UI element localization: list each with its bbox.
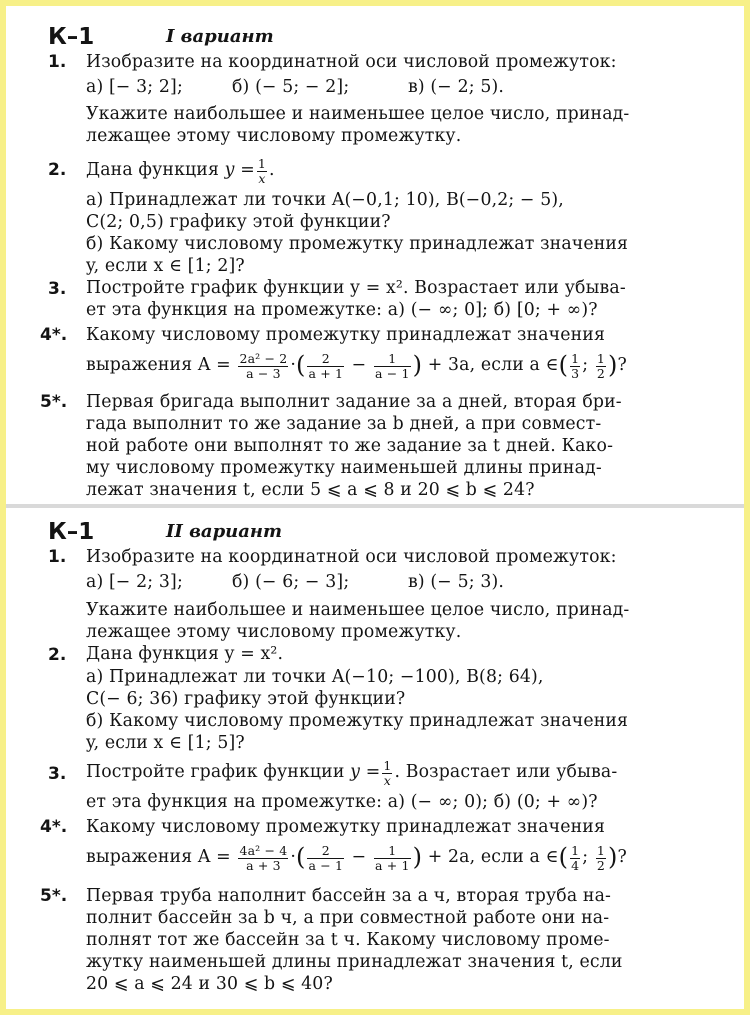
problem-1-option-a: а) [− 2; 3]; [86,572,183,592]
problem-2-part-b-2: y, если x ∈ [1; 5]? [86,733,245,753]
variant-2-code: К–1 [48,519,95,545]
problem-5-text: Первая бригада выполнит задание за a дней, вторая бри- [86,392,622,412]
fraction-denominator: 3 [571,365,580,381]
expression-fraction-2 [307,844,344,872]
expression-fraction-1 [238,844,288,872]
fraction-numerator: 1 [374,352,411,367]
problem-2-function: y = [224,160,255,180]
problem-4-text: Какому числовому промежутку принадлежат значения [86,325,606,345]
problem-1-number: 1. [48,547,67,567]
problem-2-number: 2. [48,160,67,180]
fraction-numerator: 2a² − 2 [239,350,288,366]
problem-2-part-b-2: y, если x ∈ [1; 2]? [86,256,245,276]
interval-fraction-2 [596,844,606,872]
expression-fraction-3 [374,844,411,872]
problem-1-option-b: б) (− 5; − 2]; [232,77,350,97]
problem-5-text-5: лежат значения t, если 5 ⩽ a ⩽ 8 и 20 ⩽ b ⩽ 24? [86,480,535,500]
problem-3-text [86,752,617,792]
problem-1-option-a: а) [− 3; 2]; [86,77,183,97]
expression-tail: + 3a, если a ∈ [427,355,559,375]
problem-3-function: y = [350,762,381,782]
fraction-numerator: 4a² − 4 [239,842,288,858]
variant-1-section [6,6,744,506]
fraction-denominator: x [258,170,266,186]
variant-2-title: II вариант [166,521,283,542]
problem-5-number: 5*. [40,886,68,906]
fraction-denominator: 2 [596,857,605,873]
fraction-numerator: 2 [307,844,344,859]
problem-2-text: Дана функция y = x². [86,644,284,664]
expression-lead: выражения A = [86,355,231,375]
problem-5-text-3: ной работе они выполнят то же задание за t дней. Како- [86,436,614,456]
problem-5-text: Первая труба наполнит бассейн за a ч, вторая труба на- [86,886,612,906]
problem-1-number: 1. [48,52,67,72]
fraction-denominator: a + 1 [308,365,344,381]
problem-1-text: Изобразите на координатной оси числовой промежуток: [86,52,617,72]
problem-3-number: 3. [48,279,67,299]
expression-fraction-3 [374,352,411,380]
fraction-denominator: a − 1 [308,857,344,873]
problem-4-number: 4*. [40,325,68,345]
fraction-denominator: a − 3 [246,365,281,381]
fraction-numerator: 1 [257,155,266,171]
variant-2-section [6,506,744,1009]
problem-5-text-3: полнят тот же бассейн за t ч. Какому числовому проме- [86,930,610,950]
interval-fraction-1 [570,352,580,380]
problem-5-number: 5*. [40,392,68,412]
fraction-denominator: a − 1 [374,365,410,381]
problem-1-option-c: в) (− 2; 5). [408,77,505,97]
problem-4-expression: выражения A = $\frac{\text{2a² − 2}}{a - 3}$ ·( $\frac{2}{a + 1}$ − $\frac{1}{a - 1}$ ) + 3a, если a ∈( $\frac{1}{3}$ ; $\frac{1}{2}$ )? [86,350,627,381]
problem-5-text-4: му числовому промежутку наименьшей длины принад- [86,458,602,478]
problem-1-text-3: лежащее этому числовому промежутку. [86,126,462,146]
expression-lead: выражения A = [86,847,231,867]
problem-2-part-a-2: C(2; 0,5) графику этой функции? [86,212,391,232]
expression-tail: + 2a, если a ∈ [427,847,559,867]
fraction-denominator: a + 1 [374,857,410,873]
problem-1-text-2: Укажите наибольшее и наименьшее целое число, принад- [86,104,630,124]
problem-5-text-5: 20 ⩽ a ⩽ 24 и 30 ⩽ b ⩽ 40? [86,974,333,994]
problem-3-text: Постройте график функции y = x². Возрастает или убыва- [86,278,626,298]
fraction-denominator: 4 [571,857,580,873]
fraction-numerator: 1 [374,844,411,859]
fraction-numerator: 1 [571,842,580,858]
problem-1-text-3: лежащее этому числовому промежутку. [86,622,462,642]
fraction-numerator: 1 [596,842,605,858]
fraction-numerator: 1 [383,757,392,773]
problem-2-text: Дана функция y = $\frac{1}{x}$ . [86,155,275,186]
problem-4-number: 4*. [40,817,68,837]
problem-2-part-a-2: C(− 6; 36) графику этой функции? [86,689,406,709]
problem-1-option-c: в) (− 5; 3). [408,572,505,592]
problem-2-part-a: а) Принадлежат ли точки A(−10; −100), B(8; 64), [86,667,544,687]
fraction-denominator: a + 3 [246,857,281,873]
problem-3-text-2: ет эта функция на промежутке: а) (− ∞; 0); б) (0; + ∞)? [86,792,598,812]
fraction-denominator: x [383,772,391,788]
problem-5-text-2: гада выполнит то же задание за b дней, а при совмест- [86,414,602,434]
interval-fraction-1 [570,844,580,872]
interval-fraction-2 [596,352,606,380]
problem-3-tail: . Возрастает или убыва- [394,762,618,782]
worksheet-page [6,6,744,1009]
variant-1-code: К–1 [48,24,95,50]
problem-2-part-a: а) Принадлежат ли точки A(−0,1; 10), B(−0,2; − 5), [86,190,564,210]
expression-fraction-1 [238,352,288,380]
problem-2-part-b: б) Какому числовому промежутку принадлежат значения [86,711,629,731]
problem-5-text-2: полнит бассейн за b ч, а при совместной работе они на- [86,908,610,928]
fraction-denominator: 2 [596,365,605,381]
problem-4-text: Какому числовому промежутку принадлежат значения [86,817,606,837]
problem-2-fraction [257,157,267,185]
problem-1-text: Изобразите на координатной оси числовой промежуток: [86,547,617,567]
problem-1-text-2: Укажите наибольшее и наименьшее целое число, принад- [86,600,630,620]
problem-2-number: 2. [48,645,67,665]
expression-fraction-2 [307,352,344,380]
problem-3-fraction [382,759,392,787]
fraction-numerator: 1 [596,350,605,366]
problem-5-text-4: жутку наименьшей длины принадлежат значения t, если [86,952,623,972]
problem-3-text-2: ет эта функция на промежутке: а) (− ∞; 0]; б) [0; + ∞)? [86,300,598,320]
problem-4-expression: выражения A = $\frac{\text{4a² − 4}}{a + 3}$ ·( $\frac{2}{a - 1}$ − $\frac{1}{a + 1}$ ) + 2a, если a ∈( $\frac{1}{4}$ ; $\frac{1}{2}$ )? [86,842,627,873]
problem-3-lead: Постройте график функции [86,762,345,782]
fraction-numerator: 2 [307,352,344,367]
problem-2-part-b: б) Какому числовому промежутку принадлежат значения [86,234,629,254]
variant-1-title: I вариант [166,26,274,47]
fraction-numerator: 1 [571,350,580,366]
problem-2-lead: Дана функция [86,160,220,180]
problem-3-number: 3. [48,764,67,784]
problem-1-option-b: б) (− 6; − 3]; [232,572,350,592]
